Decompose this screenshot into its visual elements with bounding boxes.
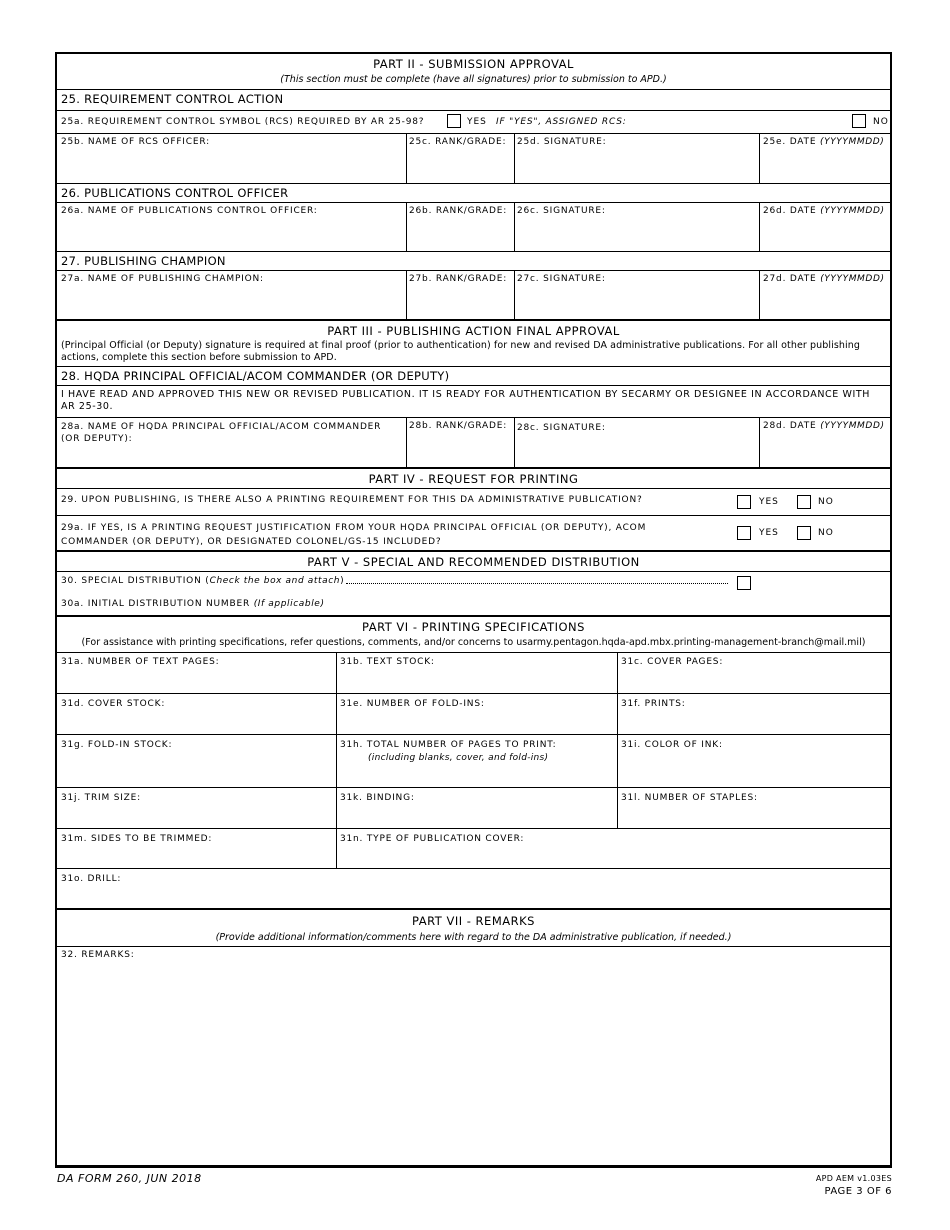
section-25-title: 25. REQUIREMENT CONTROL ACTION xyxy=(61,92,284,106)
q29-no-label: NO xyxy=(818,497,834,507)
da-form-260-page xyxy=(55,52,892,1168)
row-31o xyxy=(57,868,890,909)
field-31n-cover-type[interactable]: 31n. TYPE OF PUBLICATION COVER: xyxy=(340,834,525,844)
section-28-header xyxy=(57,366,890,385)
part3-note: (Principal Official (or Deputy) signature is required at final proof (prior to authentication) for new and revised DA administrative publications. For all other publishing actions, complete this section before submission to APD. xyxy=(61,340,861,363)
field-31k-binding[interactable]: 31k. BINDING: xyxy=(340,793,415,803)
label-30a: 30a. INITIAL DISTRIBUTION NUMBER xyxy=(61,599,251,609)
part3-header xyxy=(57,319,890,368)
label-30: 30. SPECIAL DISTRIBUTION ( xyxy=(61,576,210,586)
section-25-header xyxy=(57,89,890,110)
field-25b-rcs-officer-name[interactable]: 25b. NAME OF RCS OFFICER: xyxy=(61,137,210,147)
field-31h-total-pages[interactable]: 31h. TOTAL NUMBER OF PAGES TO PRINT: xyxy=(340,740,557,750)
field-31j-trim-size[interactable]: 31j. TRIM SIZE: xyxy=(61,793,141,803)
field-31g-fold-in-stock[interactable]: 31g. FOLD-IN STOCK: xyxy=(61,740,173,750)
row-28a-d xyxy=(57,417,890,468)
label-28d: 28d. DATE xyxy=(763,421,817,431)
q29a-no-checkbox[interactable] xyxy=(797,526,811,540)
part4-header xyxy=(57,467,890,489)
rcs-yes-checkbox[interactable] xyxy=(447,114,461,128)
field-26a-pco-name[interactable]: 26a. NAME OF PUBLICATIONS CONTROL OFFICER: xyxy=(61,206,318,216)
section-27-title: 27. PUBLISHING CHAMPION xyxy=(61,254,226,268)
rcs-yes-label: YES xyxy=(467,117,487,127)
q29a-yes-checkbox[interactable] xyxy=(737,526,751,540)
assigned-rcs-label: IF "YES", ASSIGNED RCS: xyxy=(496,117,627,127)
row-31g-i xyxy=(57,734,890,788)
q29a-no-label: NO xyxy=(818,528,834,538)
form-id: DA FORM 260, JUN 2018 xyxy=(57,1172,202,1185)
section-27-header xyxy=(57,251,890,270)
row-29 xyxy=(57,488,890,516)
part7-header xyxy=(57,908,890,948)
question-29: 29. UPON PUBLISHING, IS THERE ALSO A PRINTING REQUIREMENT FOR THIS DA ADMINISTRATIVE PUBLICATION? xyxy=(61,495,643,505)
dotted-leader xyxy=(346,583,728,584)
part5-header xyxy=(57,550,890,572)
label-25a: 25a. REQUIREMENT CONTROL SYMBOL (RCS) REQUIRED BY AR 25-98? xyxy=(61,117,425,127)
field-32-remarks: 32. REMARKS: xyxy=(61,950,135,960)
field-31o-drill[interactable]: 31o. DRILL: xyxy=(61,874,122,884)
section-26-title: 26. PUBLICATIONS CONTROL OFFICER xyxy=(61,186,289,200)
field-27a-champion-name[interactable]: 27a. NAME OF PUBLISHING CHAMPION: xyxy=(61,274,264,284)
q29-yes-label: YES xyxy=(759,497,779,507)
field-27d-date[interactable] xyxy=(763,274,885,284)
field-27b-rank-grade[interactable]: 27b. RANK/GRADE: xyxy=(409,274,508,284)
special-distribution-checkbox[interactable] xyxy=(737,576,751,590)
q29a-line1: 29a. IF YES, IS A PRINTING REQUEST JUSTIFICATION FROM YOUR HQDA PRINCIPAL OFFICIAL (OR DEPUTY), ACOM xyxy=(61,523,647,533)
label-26d: 26d. DATE xyxy=(763,206,817,216)
field-31a-text-pages[interactable]: 31a. NUMBER OF TEXT PAGES: xyxy=(61,657,220,667)
field-26b-rank-grade[interactable]: 26b. RANK/GRADE: xyxy=(409,206,508,216)
field-31f-prints[interactable]: 31f. PRINTS: xyxy=(621,699,686,709)
part4-title: PART IV - REQUEST FOR PRINTING xyxy=(368,472,579,486)
field-28d-date[interactable] xyxy=(763,421,885,431)
page-number: PAGE 3 OF 6 xyxy=(824,1186,892,1197)
section-28-statement xyxy=(57,385,890,418)
row-31d-f xyxy=(57,693,890,735)
label-28a-line1: 28a. NAME OF HQDA PRINCIPAL OFFICIAL/ACOM COMMANDER xyxy=(61,422,382,432)
row-26a-d xyxy=(57,202,890,252)
date-format-26d: (YYYYMMDD) xyxy=(820,206,885,216)
field-30-special-distribution xyxy=(61,576,344,586)
approval-statement: I HAVE READ AND APPROVED THIS NEW OR REVISED PUBLICATION. IT IS READY FOR AUTHENTICATION BY SECARMY OR DESIGNEE IN ACCORDANCE WITH AR 25-30. xyxy=(61,389,871,412)
part3-title: PART III - PUBLISHING ACTION FINAL APPROVAL xyxy=(327,324,620,338)
field-25d-signature[interactable]: 25d. SIGNATURE: xyxy=(517,137,607,147)
field-31b-text-stock[interactable]: 31b. TEXT STOCK: xyxy=(340,657,435,667)
field-28a-principal-official-name[interactable] xyxy=(61,421,381,445)
label-28a-line2: (OR DEPUTY): xyxy=(61,434,133,444)
field-27c-signature[interactable]: 27c. SIGNATURE: xyxy=(517,274,606,284)
section-26-header xyxy=(57,183,890,202)
field-25c-rank-grade[interactable]: 25c. RANK/GRADE: xyxy=(409,137,507,147)
field-31d-cover-stock[interactable]: 31d. COVER STOCK: xyxy=(61,699,166,709)
row-27a-d xyxy=(57,270,890,320)
field-31h-note: (including blanks, cover, and fold-ins) xyxy=(368,753,549,763)
rcs-no-label: NO xyxy=(873,117,889,127)
form-version: APD AEM v1.03ES xyxy=(815,1174,892,1183)
field-25e-date[interactable] xyxy=(763,137,884,147)
part2-note: (This section must be complete (have all signatures) prior to submission to APD.) xyxy=(280,74,667,85)
section-28-title: 28. HQDA PRINCIPAL OFFICIAL/ACOM COMMANDER (OR DEPUTY) xyxy=(61,369,450,383)
remarks-area[interactable] xyxy=(57,946,890,1165)
part2-title: PART II - SUBMISSION APPROVAL xyxy=(373,57,574,71)
row-30 xyxy=(57,571,890,616)
q29-no-checkbox[interactable] xyxy=(797,495,811,509)
field-31m-sides-trimmed[interactable]: 31m. SIDES TO BE TRIMMED: xyxy=(61,834,213,844)
part6-title: PART VI - PRINTING SPECIFICATIONS xyxy=(362,620,585,634)
field-26d-date[interactable] xyxy=(763,206,885,216)
q29-yes-checkbox[interactable] xyxy=(737,495,751,509)
q29a-line2: COMMANDER (OR DEPUTY), OR DESIGNATED COLONEL/GS-15 INCLUDED? xyxy=(61,537,442,547)
part6-note: (For assistance with printing specifications, refer questions, comments, and/or concerns to usarmy.pentagon.hqda-apd.mbx.printing-management-branch@mail.mil) xyxy=(81,637,866,648)
field-31e-fold-ins[interactable]: 31e. NUMBER OF FOLD-INS: xyxy=(340,699,485,709)
field-31c-cover-pages[interactable]: 31c. COVER PAGES: xyxy=(621,657,724,667)
field-26c-signature[interactable]: 26c. SIGNATURE: xyxy=(517,206,606,216)
part7-note: (Provide additional information/comments here with regard to the DA administrative publication, if needed.) xyxy=(215,932,732,943)
row-31m-n xyxy=(57,828,890,869)
date-format-25e: (YYYYMMDD) xyxy=(820,137,885,147)
part6-header xyxy=(57,615,890,654)
field-31l-staples[interactable]: 31l. NUMBER OF STAPLES: xyxy=(621,793,758,803)
question-29a xyxy=(61,521,646,549)
part5-title: PART V - SPECIAL AND RECOMMENDED DISTRIBUTION xyxy=(307,555,640,569)
label-30-end: ) xyxy=(340,576,345,586)
date-format-28d: (YYYYMMDD) xyxy=(820,421,885,431)
field-28b-rank-grade[interactable]: 28b. RANK/GRADE: xyxy=(409,421,508,431)
part7-title: PART VII - REMARKS xyxy=(412,914,535,928)
row-29a xyxy=(57,515,890,551)
q29a-yes-label: YES xyxy=(759,528,779,538)
label-30a-italic: (If applicable) xyxy=(253,599,325,609)
date-format-27d: (YYYYMMDD) xyxy=(820,274,885,284)
row-31a-c xyxy=(57,652,890,694)
field-28c-signature[interactable]: 28c. SIGNATURE: xyxy=(517,423,606,433)
field-30a-initial-distribution-number[interactable] xyxy=(61,599,325,609)
rcs-no-checkbox[interactable] xyxy=(852,114,866,128)
row-25a xyxy=(57,110,890,134)
row-25b-e xyxy=(57,133,890,184)
label-27d: 27d. DATE xyxy=(763,274,817,284)
row-31j-l xyxy=(57,787,890,829)
field-31i-ink-color[interactable]: 31i. COLOR OF INK: xyxy=(621,740,723,750)
label-30-italic: Check the box and attach xyxy=(209,576,341,586)
label-25e: 25e. DATE xyxy=(763,137,817,147)
